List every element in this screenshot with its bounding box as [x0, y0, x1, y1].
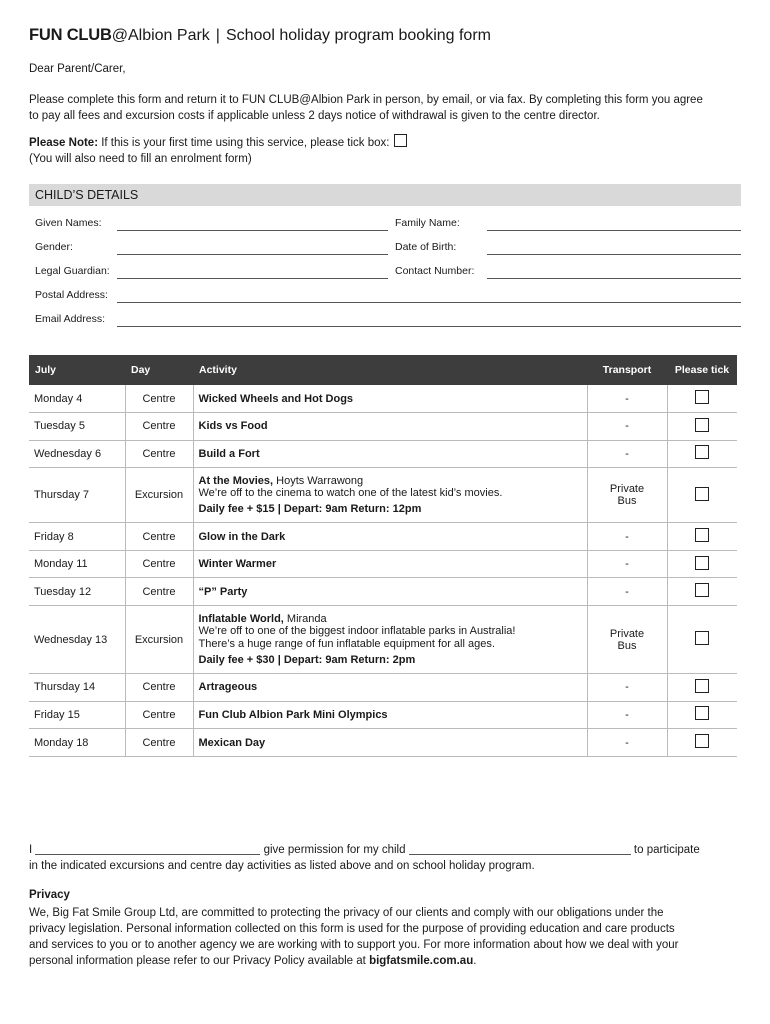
column-header-month: July — [29, 355, 125, 385]
row-day-type: Excursion — [125, 468, 193, 523]
row-activity — [193, 468, 587, 523]
row-activity: Fun Club Albion Park Mini Olympics — [193, 701, 587, 729]
booking-checkbox[interactable] — [695, 706, 709, 720]
column-header-transport: Transport — [587, 355, 667, 385]
table-row — [29, 674, 737, 702]
row-activity: Kids vs Food — [193, 413, 587, 441]
transport-line-1: Private — [609, 627, 645, 640]
first-time-note — [29, 134, 741, 167]
row-day-type: Centre — [125, 523, 193, 551]
row-date: Thursday 14 — [29, 674, 125, 702]
row-date: Monday 18 — [29, 729, 125, 757]
row-transport: - — [587, 385, 667, 413]
row-transport — [587, 468, 667, 523]
instructions-line-1: Please complete this form and return it to FUN CLUB@Albion Park in person, by email, or via fax. By completing this form you agree — [29, 94, 703, 106]
legal-guardian-label: Legal Guardian: — [35, 265, 110, 277]
row-date: Tuesday 12 — [29, 578, 125, 606]
family-name-label: Family Name: — [395, 217, 460, 229]
row-activity: “P” Party — [193, 578, 587, 606]
page-title — [29, 26, 491, 45]
activity-location: Hoyts Warrawong — [273, 475, 364, 488]
row-date: Monday 4 — [29, 385, 125, 413]
row-transport: - — [587, 550, 667, 578]
row-day-type: Centre — [125, 385, 193, 413]
row-date: Wednesday 6 — [29, 440, 125, 468]
table-row-excursion — [29, 468, 737, 523]
privacy-body — [29, 905, 741, 969]
table-row — [29, 440, 737, 468]
row-activity: Glow in the Dark — [193, 523, 587, 551]
permission-suffix: to participate — [633, 844, 700, 856]
brand-name: FUN CLUB — [29, 26, 112, 44]
activity-description: We’re off to the cinema to watch one of the latest kid’s movies. — [198, 487, 503, 500]
table-row — [29, 550, 737, 578]
column-header-tick: Please tick — [667, 355, 737, 385]
gender-field[interactable] — [117, 254, 388, 255]
permission-prefix: I — [29, 844, 33, 856]
row-day-type: Centre — [125, 413, 193, 441]
permission-middle: give permission for my child — [263, 844, 406, 856]
booking-checkbox[interactable] — [695, 583, 709, 597]
row-day-type: Centre — [125, 674, 193, 702]
row-tick-cell — [667, 385, 737, 413]
greeting: Dear Parent/Carer, — [29, 63, 126, 75]
table-row — [29, 701, 737, 729]
booking-checkbox[interactable] — [695, 734, 709, 748]
booking-checkbox[interactable] — [695, 556, 709, 570]
row-transport: - — [587, 413, 667, 441]
permission-statement — [29, 842, 741, 874]
postal-address-field[interactable] — [117, 302, 741, 303]
privacy-policy-link[interactable]: bigfatsmile.com.au — [369, 955, 474, 967]
row-activity: Mexican Day — [193, 729, 587, 757]
row-transport — [587, 606, 667, 674]
instructions-line-2: to pay all fees and excursion costs if applicable unless 2 days notice of withdrawal is given to the centre director. — [29, 110, 600, 122]
booking-checkbox[interactable] — [695, 528, 709, 542]
transport-line-2: Bus — [617, 495, 637, 508]
legal-guardian-field[interactable] — [117, 278, 388, 279]
brand-location: @Albion Park — [111, 27, 210, 44]
row-tick-cell — [667, 550, 737, 578]
row-day-type: Centre — [125, 440, 193, 468]
row-tick-cell — [667, 578, 737, 606]
row-date: Friday 15 — [29, 701, 125, 729]
booking-checkbox[interactable] — [695, 487, 709, 501]
table-header-row — [29, 355, 737, 385]
row-date: Friday 8 — [29, 523, 125, 551]
row-date: Thursday 7 — [29, 468, 125, 523]
first-time-checkbox[interactable] — [394, 134, 407, 147]
note-line-2: (You will also need to fill an enrolment form) — [29, 153, 252, 165]
email-address-field[interactable] — [117, 326, 741, 327]
gender-label: Gender: — [35, 241, 73, 253]
row-transport: - — [587, 701, 667, 729]
privacy-end: . — [473, 955, 477, 967]
family-name-field[interactable] — [487, 230, 741, 231]
privacy-line-4: personal information please refer to our Privacy Policy available at — [29, 955, 370, 967]
date-of-birth-field[interactable] — [487, 254, 741, 255]
row-tick-cell — [667, 606, 737, 674]
privacy-line-3: and services to you or to another agency we are working with to support you. For more information about how we deal with your — [29, 939, 679, 951]
contact-number-label: Contact Number: — [395, 265, 475, 277]
given-names-label: Given Names: — [35, 217, 102, 229]
permission-line-2: in the indicated excursions and centre day activities as listed above and on school holiday program. — [29, 860, 535, 872]
row-tick-cell — [667, 468, 737, 523]
booking-checkbox[interactable] — [695, 418, 709, 432]
row-day-type: Centre — [125, 578, 193, 606]
row-tick-cell — [667, 701, 737, 729]
booking-checkbox[interactable] — [695, 631, 709, 645]
program-schedule-table — [29, 355, 737, 757]
privacy-line-1: We, Big Fat Smile Group Ltd, are committed to protecting the privacy of our clients and comply with our obligations under the — [29, 907, 664, 919]
child-name-field[interactable] — [409, 845, 631, 855]
row-activity: Winter Warmer — [193, 550, 587, 578]
row-transport: - — [587, 674, 667, 702]
row-date: Tuesday 5 — [29, 413, 125, 441]
transport-line-2: Bus — [617, 639, 637, 652]
row-tick-cell — [667, 413, 737, 441]
childs-details-heading: CHILD’S DETAILS — [29, 184, 741, 206]
row-date: Wednesday 13 — [29, 606, 125, 674]
column-header-day: Day — [125, 355, 193, 385]
row-activity: Wicked Wheels and Hot Dogs — [193, 385, 587, 413]
activity-fee: Daily fee + $30 | Depart: 9am Return: 2pm — [198, 654, 416, 667]
row-day-type: Centre — [125, 701, 193, 729]
postal-address-label: Postal Address: — [35, 289, 108, 301]
row-transport: - — [587, 578, 667, 606]
date-of-birth-label: Date of Birth: — [395, 241, 457, 253]
row-transport: - — [587, 440, 667, 468]
booking-checkbox[interactable] — [695, 390, 709, 404]
table-row — [29, 385, 737, 413]
row-transport: - — [587, 523, 667, 551]
row-activity: Build a Fort — [193, 440, 587, 468]
privacy-line-2: privacy legislation. Personal information collected on this form is used for the purpose of providing education and care products — [29, 923, 675, 935]
activity-description-2: There’s a huge range of fun inflatable equipment for all ages. — [198, 638, 495, 651]
privacy-heading: Privacy — [29, 889, 70, 901]
activity-description: We’re off to one of the biggest indoor inflatable parks in Australia! — [198, 625, 516, 638]
form-title: School holiday program booking form — [225, 27, 491, 44]
table-row — [29, 729, 737, 757]
activity-location: Miranda — [283, 613, 327, 626]
booking-checkbox[interactable] — [695, 679, 709, 693]
row-tick-cell — [667, 729, 737, 757]
activity-title: At the Movies, — [198, 475, 274, 488]
row-tick-cell — [667, 674, 737, 702]
table-row — [29, 578, 737, 606]
column-header-activity: Activity — [193, 355, 587, 385]
note-text: If this is your first time using this service, please tick box: — [98, 137, 390, 149]
contact-number-field[interactable] — [487, 278, 741, 279]
row-tick-cell — [667, 440, 737, 468]
parent-name-field[interactable] — [35, 845, 260, 855]
table-row — [29, 523, 737, 551]
email-address-label: Email Address: — [35, 313, 106, 325]
row-day-type: Centre — [125, 550, 193, 578]
row-day-type: Centre — [125, 729, 193, 757]
activity-title: Inflatable World, — [198, 613, 284, 626]
row-day-type: Excursion — [125, 606, 193, 674]
row-activity — [193, 606, 587, 674]
given-names-field[interactable] — [117, 230, 388, 231]
note-label: Please Note: — [29, 137, 99, 149]
booking-checkbox[interactable] — [695, 445, 709, 459]
instructions — [29, 92, 741, 124]
row-transport: - — [587, 729, 667, 757]
title-separator: | — [215, 27, 220, 44]
row-date: Monday 11 — [29, 550, 125, 578]
row-activity: Artrageous — [193, 674, 587, 702]
table-row — [29, 413, 737, 441]
activity-fee: Daily fee + $15 | Depart: 9am Return: 12pm — [198, 503, 422, 516]
row-tick-cell — [667, 523, 737, 551]
transport-line-1: Private — [609, 483, 645, 496]
table-row-excursion — [29, 606, 737, 674]
